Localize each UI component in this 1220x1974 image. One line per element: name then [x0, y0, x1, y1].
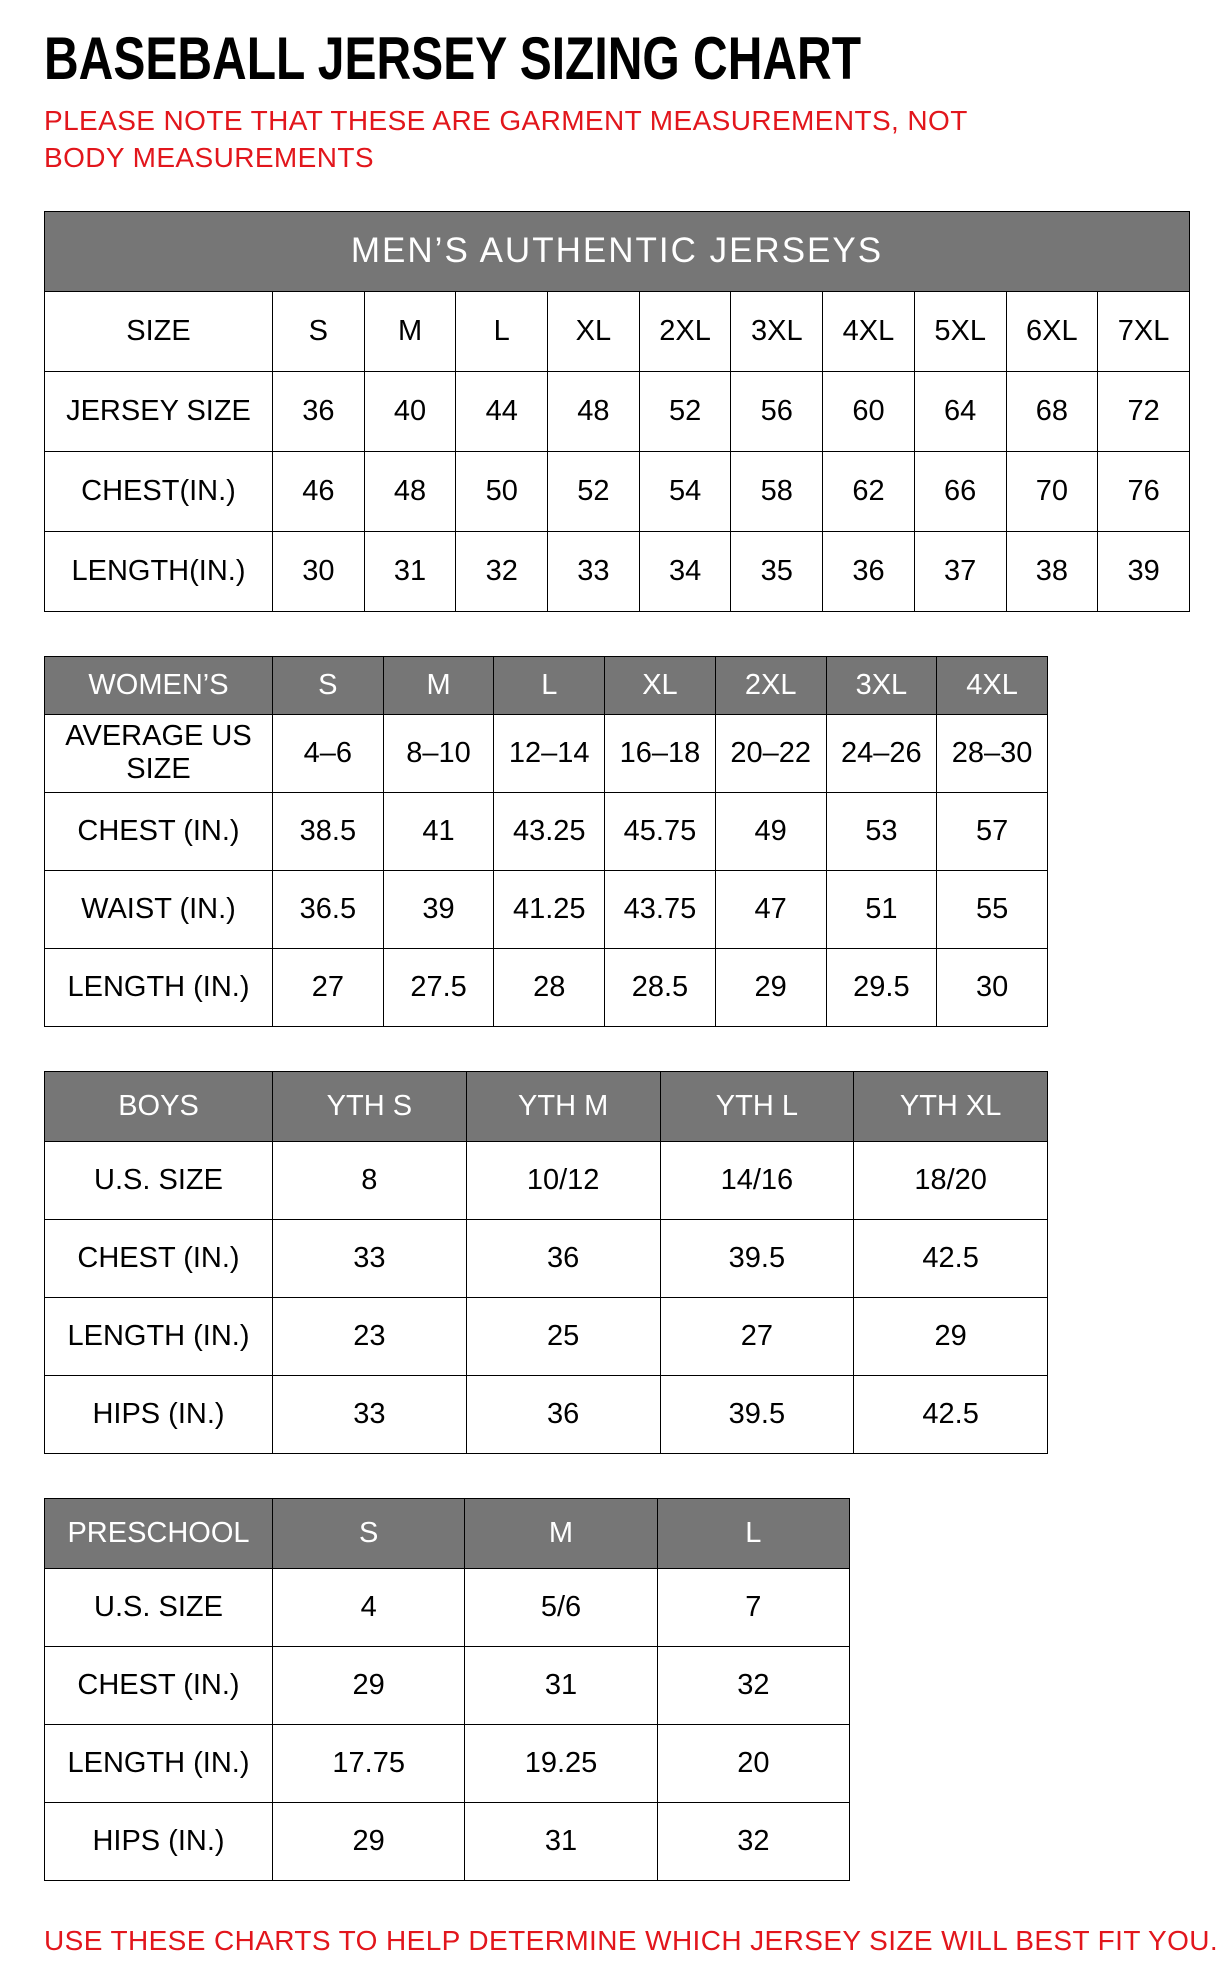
value-cell: 36: [466, 1375, 660, 1453]
value-cell: 45.75: [605, 792, 716, 870]
boys-table: [44, 1071, 1048, 1454]
value-cell: 54: [639, 451, 731, 531]
value-cell: 19.25: [465, 1724, 657, 1802]
value-cell: 38: [1006, 531, 1098, 611]
value-cell: 39: [1098, 531, 1190, 611]
value-cell: 27: [660, 1297, 854, 1375]
row-label: HIPS (IN.): [45, 1375, 273, 1453]
row-label: CHEST (IN.): [45, 1646, 273, 1724]
boys-size-header: YTH XL: [854, 1071, 1048, 1141]
value-cell: 40: [364, 371, 456, 451]
row-label: CHEST (IN.): [45, 1219, 273, 1297]
value-cell: 53: [826, 792, 937, 870]
value-cell: 39: [383, 870, 494, 948]
value-cell: 39.5: [660, 1375, 854, 1453]
value-cell: 46: [273, 451, 365, 531]
value-cell: 20: [657, 1724, 849, 1802]
value-cell: 36.5: [273, 870, 384, 948]
value-cell: 23: [273, 1297, 467, 1375]
row-label: AVERAGE US SIZE: [45, 714, 273, 792]
row-label: WAIST (IN.): [45, 870, 273, 948]
value-cell: 32: [657, 1802, 849, 1880]
value-cell: 29: [273, 1646, 465, 1724]
value-cell: 44: [456, 371, 548, 451]
row-label: HIPS (IN.): [45, 1802, 273, 1880]
row-label: LENGTH (IN.): [45, 1297, 273, 1375]
value-cell: 76: [1098, 451, 1190, 531]
value-cell: 55: [937, 870, 1048, 948]
value-cell: 36: [823, 531, 915, 611]
row-label: JERSEY SIZE: [45, 371, 273, 451]
value-cell: 31: [465, 1802, 657, 1880]
value-cell: 41: [383, 792, 494, 870]
womens-size-header: 4XL: [937, 656, 1048, 714]
value-cell: 42.5: [854, 1219, 1048, 1297]
preschool-row: [45, 1802, 850, 1880]
womens-size-header: XL: [605, 656, 716, 714]
value-cell: 31: [364, 531, 456, 611]
row-label: CHEST (IN.): [45, 792, 273, 870]
value-cell: 49: [715, 792, 826, 870]
mens-banner: MEN’S AUTHENTIC JERSEYS: [45, 211, 1190, 291]
womens-header-row: [45, 656, 1048, 714]
value-cell: 30: [937, 948, 1048, 1026]
value-cell: 58: [731, 451, 823, 531]
value-cell: 52: [639, 371, 731, 451]
mens-size-header: 4XL: [823, 291, 915, 371]
womens-row: [45, 792, 1048, 870]
value-cell: 20–22: [715, 714, 826, 792]
value-cell: 8–10: [383, 714, 494, 792]
boys-size-header: YTH M: [466, 1071, 660, 1141]
value-cell: 64: [914, 371, 1006, 451]
mens-header-label: SIZE: [45, 291, 273, 371]
value-cell: 60: [823, 371, 915, 451]
value-cell: 56: [731, 371, 823, 451]
value-cell: 12–14: [494, 714, 605, 792]
boys-row: [45, 1375, 1048, 1453]
value-cell: 38.5: [273, 792, 384, 870]
womens-row: [45, 870, 1048, 948]
value-cell: 72: [1098, 371, 1190, 451]
preschool-size-header: M: [465, 1498, 657, 1568]
preschool-row: [45, 1724, 850, 1802]
value-cell: 36: [273, 371, 365, 451]
page-title: BASEBALL JERSEY SIZING CHART: [44, 25, 862, 92]
mens-size-header: 2XL: [639, 291, 731, 371]
garment-measurement-note: PLEASE NOTE THAT THESE ARE GARMENT MEASUREMENTS, NOT BODY MEASUREMENTS: [44, 105, 968, 173]
preschool-size-header: L: [657, 1498, 849, 1568]
womens-table: [44, 656, 1048, 1027]
boys-row: [45, 1297, 1048, 1375]
value-cell: 24–26: [826, 714, 937, 792]
value-cell: 27.5: [383, 948, 494, 1026]
preschool-row: [45, 1646, 850, 1724]
value-cell: 39.5: [660, 1219, 854, 1297]
womens-size-header: 3XL: [826, 656, 937, 714]
row-label: CHEST(IN.): [45, 451, 273, 531]
value-cell: 33: [273, 1375, 467, 1453]
value-cell: 14/16: [660, 1141, 854, 1219]
value-cell: 66: [914, 451, 1006, 531]
mens-row: [45, 531, 1190, 611]
value-cell: 8: [273, 1141, 467, 1219]
row-label: LENGTH (IN.): [45, 1724, 273, 1802]
boys-row: [45, 1219, 1048, 1297]
preschool-size-header: S: [273, 1498, 465, 1568]
value-cell: 57: [937, 792, 1048, 870]
value-cell: 51: [826, 870, 937, 948]
value-cell: 36: [466, 1219, 660, 1297]
value-cell: 41.25: [494, 870, 605, 948]
value-cell: 17.75: [273, 1724, 465, 1802]
womens-size-header: S: [273, 656, 384, 714]
value-cell: 10/12: [466, 1141, 660, 1219]
preschool-header-label: PRESCHOOL: [45, 1498, 273, 1568]
value-cell: 32: [657, 1646, 849, 1724]
value-cell: 33: [548, 531, 640, 611]
mens-size-header: 6XL: [1006, 291, 1098, 371]
value-cell: 31: [465, 1646, 657, 1724]
preschool-header-row: [45, 1498, 850, 1568]
womens-size-header: M: [383, 656, 494, 714]
womens-size-header: 2XL: [715, 656, 826, 714]
value-cell: 29: [715, 948, 826, 1026]
womens-header-label: WOMEN’S: [45, 656, 273, 714]
value-cell: 30: [273, 531, 365, 611]
value-cell: 7: [657, 1568, 849, 1646]
footer-note: USE THESE CHARTS TO HELP DETERMINE WHICH JERSEY SIZE WILL BEST FIT YOU.: [44, 1924, 1219, 1956]
mens-size-header: 7XL: [1098, 291, 1190, 371]
value-cell: 68: [1006, 371, 1098, 451]
mens-row: [45, 451, 1190, 531]
value-cell: 27: [273, 948, 384, 1026]
value-cell: 48: [548, 371, 640, 451]
boys-size-header: YTH L: [660, 1071, 854, 1141]
value-cell: 47: [715, 870, 826, 948]
value-cell: 33: [273, 1219, 467, 1297]
value-cell: 50: [456, 451, 548, 531]
mens-size-header: S: [273, 291, 365, 371]
value-cell: 16–18: [605, 714, 716, 792]
value-cell: 29: [854, 1297, 1048, 1375]
value-cell: 70: [1006, 451, 1098, 531]
womens-size-header: L: [494, 656, 605, 714]
value-cell: 43.25: [494, 792, 605, 870]
row-label: LENGTH(IN.): [45, 531, 273, 611]
value-cell: 34: [639, 531, 731, 611]
row-label: LENGTH (IN.): [45, 948, 273, 1026]
value-cell: 4–6: [273, 714, 384, 792]
value-cell: 18/20: [854, 1141, 1048, 1219]
boys-header-row: [45, 1071, 1048, 1141]
mens-size-header: XL: [548, 291, 640, 371]
value-cell: 42.5: [854, 1375, 1048, 1453]
mens-row: [45, 371, 1190, 451]
mens-banner-row: [45, 211, 1190, 291]
value-cell: 29.5: [826, 948, 937, 1026]
womens-row: [45, 948, 1048, 1026]
value-cell: 4: [273, 1568, 465, 1646]
boys-row: [45, 1141, 1048, 1219]
mens-size-header: L: [456, 291, 548, 371]
row-label: U.S. SIZE: [45, 1141, 273, 1219]
value-cell: 28–30: [937, 714, 1048, 792]
value-cell: 25: [466, 1297, 660, 1375]
value-cell: 28: [494, 948, 605, 1026]
value-cell: 5/6: [465, 1568, 657, 1646]
mens-table: [44, 211, 1190, 612]
value-cell: 29: [273, 1802, 465, 1880]
mens-size-header: 5XL: [914, 291, 1006, 371]
value-cell: 62: [823, 451, 915, 531]
value-cell: 32: [456, 531, 548, 611]
mens-size-header: 3XL: [731, 291, 823, 371]
boys-header-label: BOYS: [45, 1071, 273, 1141]
value-cell: 28.5: [605, 948, 716, 1026]
value-cell: 37: [914, 531, 1006, 611]
row-label: U.S. SIZE: [45, 1568, 273, 1646]
value-cell: 35: [731, 531, 823, 611]
value-cell: 52: [548, 451, 640, 531]
preschool-table: [44, 1498, 850, 1881]
boys-size-header: YTH S: [273, 1071, 467, 1141]
preschool-row: [45, 1568, 850, 1646]
value-cell: 43.75: [605, 870, 716, 948]
mens-size-header: M: [364, 291, 456, 371]
womens-row: [45, 714, 1048, 792]
tables-container: [44, 211, 1190, 1881]
value-cell: 48: [364, 451, 456, 531]
mens-header-row: [45, 291, 1190, 371]
